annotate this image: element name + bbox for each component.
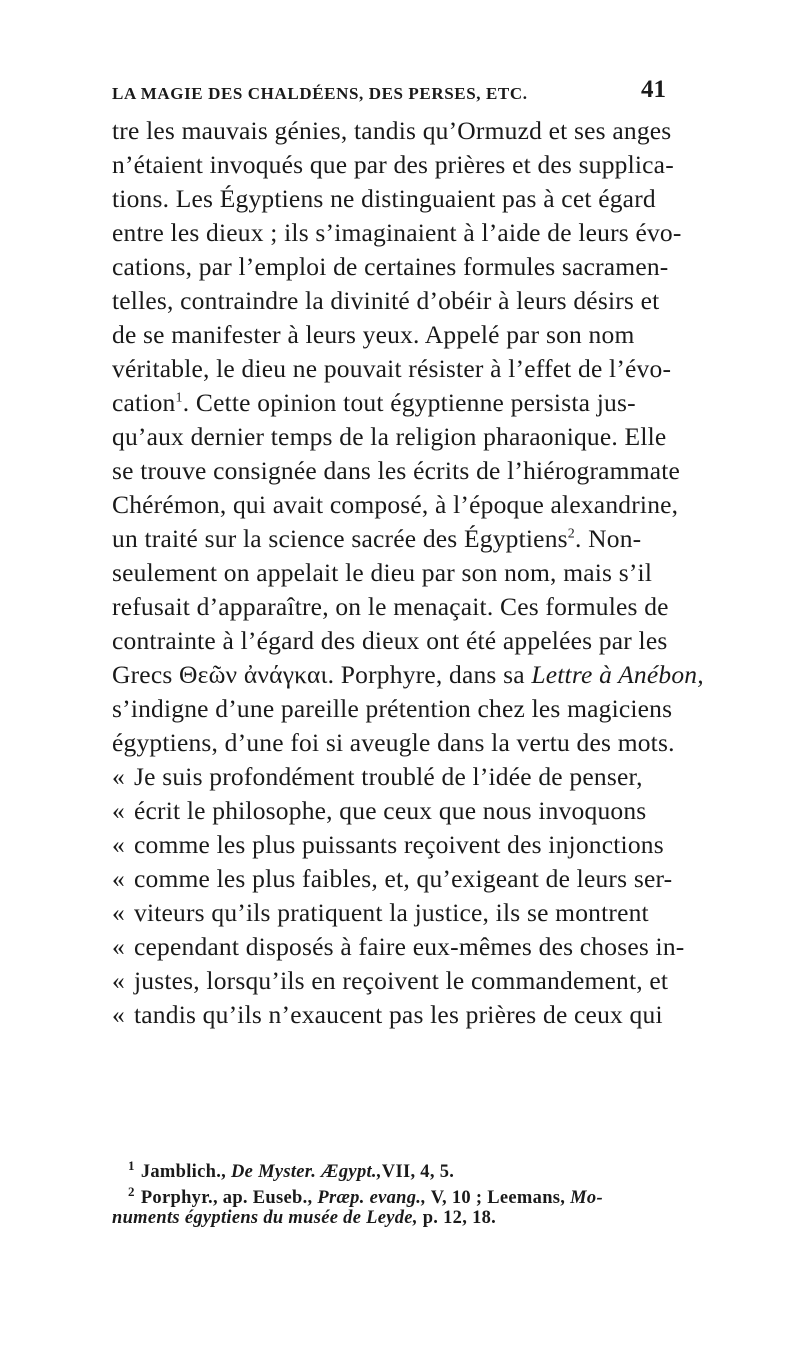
text-line: véritable, le dieu ne pouvait résister à l’effet de l’évo- — [112, 354, 672, 383]
footnote-marker: 2 — [128, 1184, 135, 1199]
text-line: de se manifester à leurs yeux. Appelé par son nom — [112, 320, 635, 349]
quote-mark: « — [112, 762, 125, 791]
footnote-2-continued: numents égyptiens du musée de Leyde, p. 12, 18. — [112, 1208, 497, 1228]
text-line: cations, par l’emploi de certaines formules sacramen- — [112, 252, 669, 281]
text-line: qu’aux dernier temps de la religion pharaonique. Elle — [112, 422, 667, 451]
quote-mark: « — [112, 796, 125, 825]
text-line: Chérémon, qui avait composé, à l’époque alexandrine, — [112, 490, 679, 519]
text-line: telles, contraindre la divinité d’obéir à leurs désirs et — [112, 286, 660, 315]
text-line: un traité sur la science sacrée des Égyptiens$^2$. Non- — [112, 524, 642, 553]
text-line: contrainte à l’égard des dieux ont été appelées par les — [112, 626, 668, 655]
text-line: entre les dieux ; ils s’imaginaient à l’aide de leurs évo- — [112, 218, 682, 247]
footnote-2: $^2$ Porphyr., ap. Euseb., Præp. evang., V, 10 ; Leemans, Mo- — [128, 1184, 603, 1209]
quote-line: « comme les plus puissants reçoivent des injonctions — [112, 828, 664, 862]
footnote-marker: 1 — [128, 1158, 135, 1173]
quote-line: « viteurs qu’ils pratiquent la justice, ils se montrent — [112, 896, 649, 930]
text-line: n’étaient invoqués que par des prières et des supplica- — [112, 150, 674, 179]
text-line: tions. Les Égyptiens ne distinguaient pas à cet égard — [112, 184, 656, 213]
quote-line: « cependant disposés à faire eux-mêmes des choses in- — [112, 930, 684, 964]
text-line: se trouve consignée dans les écrits de l’hiérogrammate — [112, 456, 681, 485]
note-ref-2: 2 — [567, 526, 575, 542]
footnote-1: $^1$ Jamblich., De Myster. Ægypt.,VII, 4, 5. — [128, 1158, 455, 1183]
page-number: 41 — [641, 76, 666, 103]
quote-line: « Je suis profondément troublé de l’idée de penser, — [112, 760, 643, 794]
text-line: seulement on appelait le dieu par son nom, mais s’il — [112, 558, 653, 587]
quote-mark: « — [112, 932, 125, 961]
italic-title: Lettre à Anébon, — [531, 660, 704, 689]
quote-mark: « — [112, 864, 125, 893]
text-line: refusait d’apparaître, on le menaçait. Ces formules de — [112, 592, 669, 621]
quote-line: « écrit le philosophe, que ceux que nous invoquons — [112, 794, 646, 828]
quote-mark: « — [112, 898, 125, 927]
quote-line: « justes, lorsqu’ils en reçoivent le commandement, et — [112, 964, 668, 998]
quote-line: « tandis qu’ils n’exaucent pas les prières de ceux qui — [112, 998, 663, 1032]
text-line: s’indigne d’une pareille prétention chez les magiciens — [112, 694, 673, 723]
text-line: cation$^1$. Cette opinion tout égyptienne persista jus- — [112, 388, 636, 417]
text-line: tre les mauvais génies, tandis qu’Ormuzd et ses anges — [112, 116, 672, 145]
quote-mark: « — [112, 1000, 125, 1029]
quote-line: « comme les plus faibles, et, qu’exigeant de leurs ser- — [112, 862, 672, 896]
text-line: égyptiens, d’une foi si aveugle dans la vertu des mots. — [112, 728, 675, 757]
note-ref-1: 1 — [175, 390, 183, 406]
text-line: Grecs Θεῶν ἀνάγκαι. Porphyre, dans sa Lettre à Anébon, — [112, 660, 704, 689]
quote-mark: « — [112, 966, 125, 995]
running-head: LA MAGIE DES CHALDÉENS, DES PERSES, ETC. — [112, 84, 528, 103]
quote-mark: « — [112, 830, 125, 859]
